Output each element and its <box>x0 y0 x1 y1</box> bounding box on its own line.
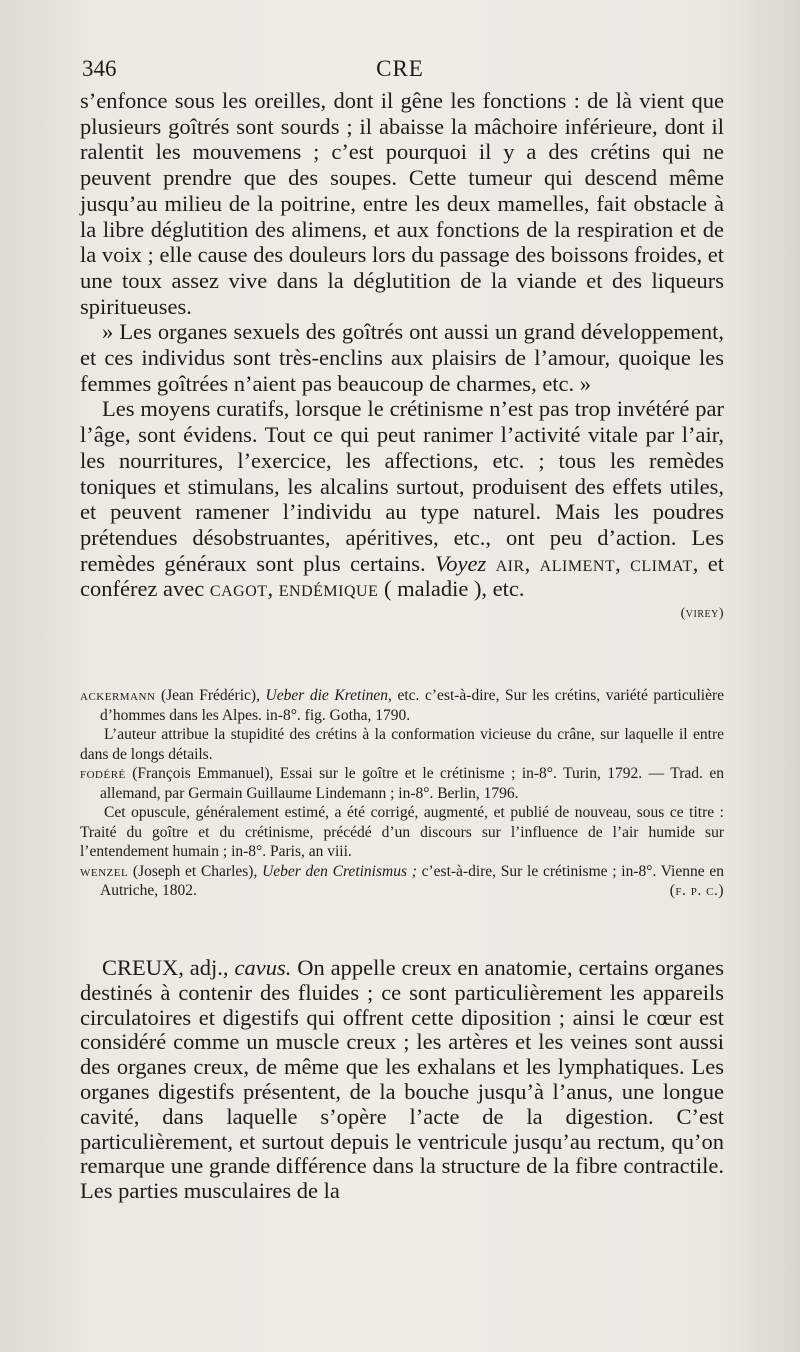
crossref-tail: ( maladie ), etc. <box>383 576 525 602</box>
bib-names: (François Emmanuel), <box>125 765 280 782</box>
bib-rest: etc. c’est-à-dire, Sur les crétins, variété particulière d’hommes dans les Alpes. in-8°. fig. Gotha, 1790. <box>100 687 724 724</box>
author-signature: (virey) <box>680 606 724 622</box>
entry-paragraph <box>80 956 724 1204</box>
paragraph-1: s’enfonce sous les oreilles, dont il gêne les fonctions : de là vient que plusieurs goîtrés sont sourds ; il abaisse la mâchoire inférieure, dont il ralentit les mouvemens ; c’est pourquoi il y a des crétins qui ne peuvent prendre que des soupes. Cette tumeur qui descend même jusqu’au milieu de la poitrine, entre les deux mamelles, fait obstacle à la libre déglutition des alimens, et aux fonctions de la respiration et de la voix ; elle cause des douleurs lors du passage des boissons froides, et une toux assez vive dans la déglutition de la viande et des liqueurs spiritueuses. <box>80 88 724 319</box>
paragraph-2: » Les organes sexuels des goîtrés ont aussi un grand développement, et ces individus sont très-enclins aux plaisirs de l’amour, quoique les femmes goîtrées n’aient pas beaucoup de charmes, etc. » <box>80 319 724 396</box>
bib-rest: c’est-à-dire, Sur le crétinisme ; in-8°. Vienne en Autriche, 1802. <box>100 862 724 899</box>
entry-creux <box>80 956 724 1204</box>
bib-title: Ueber den Cretinismus ; <box>262 862 417 880</box>
entry-latin: cavus. <box>234 955 292 980</box>
entry-pos: , adj., <box>178 955 235 980</box>
page-number: 346 <box>82 56 117 81</box>
bib-note-2: Cet opuscule, généralement estimé, a été corrigé, augmenté, et publié de nouveau, sous ce titre : Traité du goître et du crétinisme, précédé d’un discours sur l’influence de l’air humide sur l’entendement humain ; in-8°. Paris, an viii. <box>80 804 724 860</box>
entry-headword: CREUX <box>102 955 179 980</box>
bib-signature: (f. p. c.) <box>669 882 724 899</box>
bib-author: ackermann <box>80 687 156 704</box>
crossref-climat: climat <box>630 550 693 576</box>
crossref-endemique: endémique <box>278 576 379 602</box>
voyez-word: Voyez <box>434 550 487 576</box>
entry-text: On appelle creux en anatomie, certains organes destinés à contenir des fluides ; ce sont particulièrement les appareils circulatoires et digestifs qui offrent cette diposition ; ainsi le cœur est considéré comme un muscle creux ; les artères et les veines sont aussi des organes creux, de même que les exhalans et les lymphatiques. Les organes digestifs présentent, de la bouche jusqu’à l’anus, une longue cavité, dans laquelle s’opère l’acte de la digestion. C’est particulièrement, et surtout depuis le ventricule jusqu’au rectum, qu’on remarque une grande différence dans la structure de la fibre contractile. Les parties musculaires de la <box>80 955 724 1204</box>
paragraph-3: Les moyens curatifs, lorsque le crétinisme n’est pas trop invétéré par l’âge, sont évidens. Tout ce qui peut ranimer l’activité vitale par l’air, les nourritures, l’exercice, les affections, etc. ; tous les remèdes toniques et stimulans, les alcalins surtout, produisent des effets utiles, et peuvent ramener l’individu au type naturel. Mais les poudres prétendues désobstruantes, apéritives, etc., ont peu d’action. Les remèdes généraux sont plus certains. Voyez air, aliment, climat, et conférez avec cagot, endémique ( maladie ), etc. <box>80 396 724 602</box>
bib-entry-ackermann <box>80 686 724 725</box>
bib-author: fodéré <box>80 765 126 782</box>
bib-entry-fodere <box>80 764 724 803</box>
bib-entry-wenzel <box>80 862 724 901</box>
bibliography <box>80 686 724 901</box>
running-head: CRE <box>376 56 424 81</box>
bib-title: Ueber die Kretinen, <box>265 687 392 704</box>
bib-note-1: L’auteur attribue la stupidité des crétins à la conformation vicieuse du crâne, sur laquelle il entre dans de longs détails. <box>80 726 724 763</box>
crossref-air: air <box>495 550 525 576</box>
crossref-cagot: cagot <box>209 576 268 602</box>
page-header <box>82 56 718 86</box>
paragraph-3-text: Les moyens curatifs, lorsque le crétinisme n’est pas trop invétéré par l’âge, sont évidens. Tout ce qui peut ranimer l’activité vitale par l’air, les nourritures, l’exercice, les affections, etc. ; tous les remèdes toniques et stimulans, les alcalins surtout, produisent des effets utiles, et peuvent ramener l’individu au type naturel. Mais les poudres prétendues désobstruantes, apéritives, etc., ont peu d’action. Les remèdes généraux sont plus certains. <box>80 396 724 576</box>
bib-names: (Jean Frédéric), <box>155 687 266 704</box>
crossref-aliment: aliment <box>539 550 616 576</box>
conferez-text: , et conférez avec <box>80 550 724 602</box>
bib-names: (Joseph et Charles), <box>128 862 263 880</box>
bib-author: wenzel <box>80 862 129 880</box>
bib-rest: Essai sur le goître et le crétinisme ; in-8°. Turin, 1792. — Trad. en allemand, par Germain Guillaume Lindemann ; in-8°. Berlin, 1796. <box>100 765 724 802</box>
main-text <box>80 88 724 624</box>
